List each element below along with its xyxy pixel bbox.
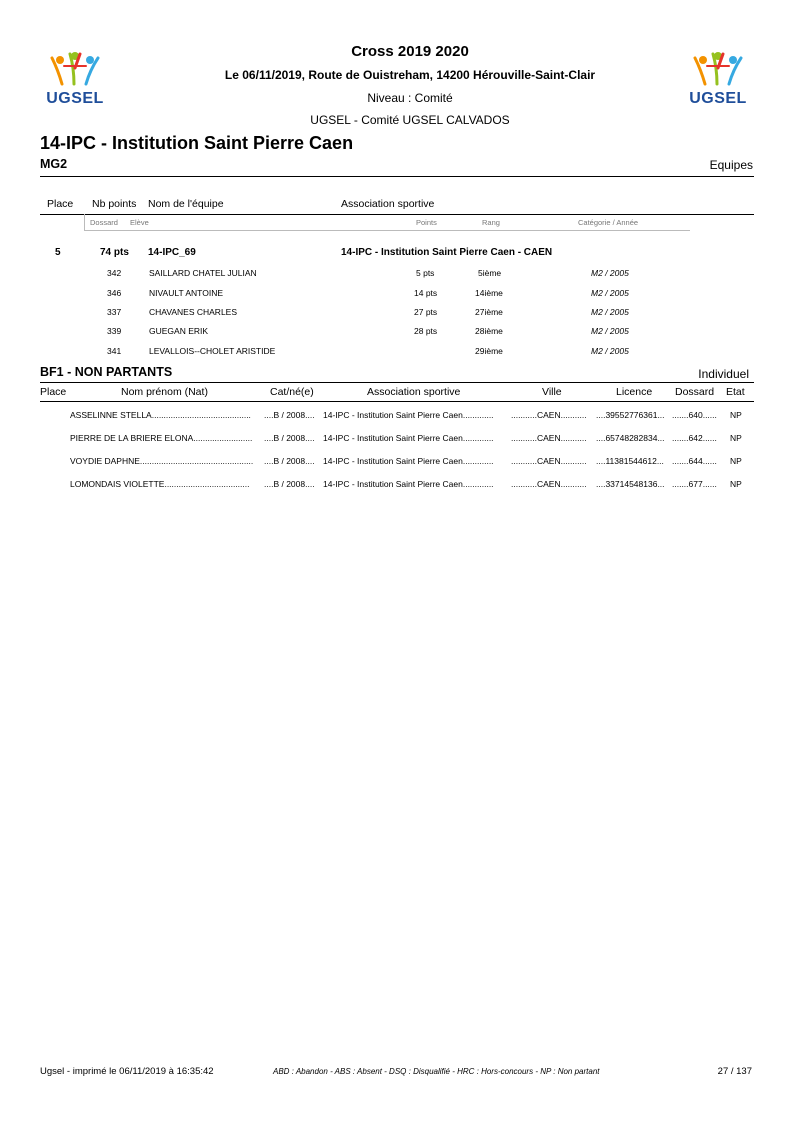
- team-section-type: Equipes: [709, 158, 753, 172]
- runner-licence: ....39552776361...: [596, 410, 665, 420]
- individual-section-type: Individuel: [698, 367, 749, 381]
- member-bib: 342: [107, 268, 122, 278]
- member-bib: 337: [107, 307, 122, 317]
- runner-status: NP: [730, 479, 742, 489]
- runner-category: ....B / 2008....: [264, 479, 315, 489]
- col-category: Cat/né(e): [270, 386, 314, 398]
- member-category: M2 / 2005: [591, 326, 629, 336]
- runner-name: LOMONDAIS VIOLETTE....................................: [70, 479, 250, 489]
- runner-licence: ....33714548136...: [596, 479, 665, 489]
- col-bib: Dossard: [675, 386, 715, 398]
- team-member-row: [0, 307, 793, 325]
- ugsel-figures-icon: [683, 50, 753, 90]
- member-rank: 5ième: [478, 268, 502, 278]
- event-subtitle: Le 06/11/2019, Route de Ouistreham, 14200 Hérouville-Saint-Clair: [224, 68, 596, 82]
- runner-bib: .......642......: [672, 433, 717, 443]
- table-header-divider: [40, 214, 754, 215]
- col-place: Place: [47, 198, 74, 210]
- individual-row: [0, 433, 793, 447]
- section-divider: [40, 382, 754, 383]
- member-name: GUEGAN ERIK: [149, 326, 209, 336]
- subcol-points: Points: [416, 218, 437, 227]
- runner-association: 14-IPC - Institution Saint Pierre Caen.............: [323, 433, 494, 443]
- subcol-student: Elève: [130, 218, 149, 227]
- member-rank: 14ième: [475, 288, 503, 298]
- col-association: Association sportive: [367, 386, 461, 398]
- member-rank: 28ième: [475, 326, 503, 336]
- subheader-left-line: [84, 214, 85, 230]
- member-name: LEVALLOIS--CHOLET ARISTIDE: [149, 346, 276, 356]
- runner-name: VOYDIE DAPHNE................................................: [70, 456, 254, 466]
- section-divider: [40, 176, 754, 177]
- runner-name: ASSELINNE STELLA..........................................: [70, 410, 251, 420]
- table-header-divider: [40, 401, 754, 402]
- team-name: 14-IPC_69: [148, 247, 196, 258]
- footer-page-number: 27 / 137: [717, 1066, 752, 1077]
- subcol-bib: Dossard: [90, 218, 118, 227]
- team-member-row: [0, 326, 793, 344]
- runner-city: ...........CAEN...........: [511, 433, 587, 443]
- runner-city: ...........CAEN...........: [511, 410, 587, 420]
- logo-text: UGSEL: [46, 90, 104, 107]
- runner-category: ....B / 2008....: [264, 456, 315, 466]
- runner-bib: .......640......: [672, 410, 717, 420]
- team-member-row: [0, 268, 793, 286]
- member-category: M2 / 2005: [591, 288, 629, 298]
- individual-row: [0, 479, 793, 493]
- col-place: Place: [40, 386, 67, 398]
- runner-bib: .......644......: [672, 456, 717, 466]
- runner-status: NP: [730, 410, 742, 420]
- member-category: M2 / 2005: [591, 307, 629, 317]
- individual-row: [0, 410, 793, 424]
- ugsel-logo-left: [40, 50, 110, 110]
- runner-licence: ....65748282834...: [596, 433, 665, 443]
- member-rank: 29ième: [475, 346, 503, 356]
- subcol-rank: Rang: [482, 218, 500, 227]
- ugsel-figures-icon: [40, 50, 110, 90]
- subheader-underline: [84, 230, 690, 231]
- member-category: M2 / 2005: [591, 268, 629, 278]
- logo-text: UGSEL: [689, 90, 747, 107]
- col-points: Nb points: [92, 198, 137, 210]
- member-bib: 339: [107, 326, 122, 336]
- col-licence: Licence: [616, 386, 653, 398]
- runner-city: ...........CAEN...........: [511, 456, 587, 466]
- team-member-row: [0, 346, 793, 364]
- col-city: Ville: [542, 386, 562, 398]
- runner-bib: .......677......: [672, 479, 717, 489]
- member-rank: 27ième: [475, 307, 503, 317]
- event-level: Niveau : Comité: [367, 91, 453, 105]
- member-name: CHAVANES CHARLES: [149, 307, 238, 317]
- ugsel-logo-right: [683, 50, 753, 110]
- individual-category: BF1 - NON PARTANTS: [40, 365, 173, 379]
- col-association: Association sportive: [341, 198, 435, 210]
- col-team-name: Nom de l'équipe: [148, 198, 224, 210]
- runner-licence: ....11381544612...: [596, 456, 664, 466]
- individual-row: [0, 456, 793, 470]
- event-committee: UGSEL - Comité UGSEL CALVADOS: [310, 113, 510, 127]
- runner-association: 14-IPC - Institution Saint Pierre Caen.............: [323, 456, 494, 466]
- runner-city: ...........CAEN...........: [511, 479, 587, 489]
- member-points: 28 pts: [414, 326, 438, 336]
- member-name: NIVAULT ANTOINE: [149, 288, 224, 298]
- member-name: SAILLARD CHATEL JULIAN: [149, 268, 257, 278]
- runner-category: ....B / 2008....: [264, 433, 315, 443]
- footer-printed: Ugsel - imprimé le 06/11/2019 à 16:35:42: [40, 1066, 214, 1077]
- member-bib: 341: [107, 346, 122, 356]
- team-association: 14-IPC - Institution Saint Pierre Caen - CAEN: [341, 247, 553, 258]
- runner-category: ....B / 2008....: [264, 410, 315, 420]
- team-points: 74 pts: [100, 247, 129, 258]
- member-bib: 346: [107, 288, 122, 298]
- runner-status: NP: [730, 433, 742, 443]
- runner-status: NP: [730, 456, 742, 466]
- event-title: Cross 2019 2020: [351, 43, 469, 60]
- runner-association: 14-IPC - Institution Saint Pierre Caen.............: [323, 410, 494, 420]
- col-name: Nom prénom (Nat): [121, 386, 208, 398]
- runner-name: PIERRE DE LA BRIERE ELONA.........................: [70, 433, 253, 443]
- team-place: 5: [55, 247, 61, 258]
- team-member-row: [0, 288, 793, 306]
- member-points: 14 pts: [414, 288, 438, 298]
- subcol-category-year: Catégorie / Année: [578, 218, 639, 227]
- member-points: 5 pts: [416, 268, 435, 278]
- school-title: 14-IPC - Institution Saint Pierre Caen: [40, 133, 354, 153]
- footer-legend: ABD : Abandon - ABS : Absent - DSQ : Disqualifié - HRC : Hors-concours - NP : Non partant: [273, 1067, 600, 1076]
- member-points: 27 pts: [414, 307, 438, 317]
- runner-association: 14-IPC - Institution Saint Pierre Caen.............: [323, 479, 494, 489]
- team-category: MG2: [40, 157, 68, 171]
- member-category: M2 / 2005: [591, 346, 629, 356]
- col-status: Etat: [726, 386, 745, 398]
